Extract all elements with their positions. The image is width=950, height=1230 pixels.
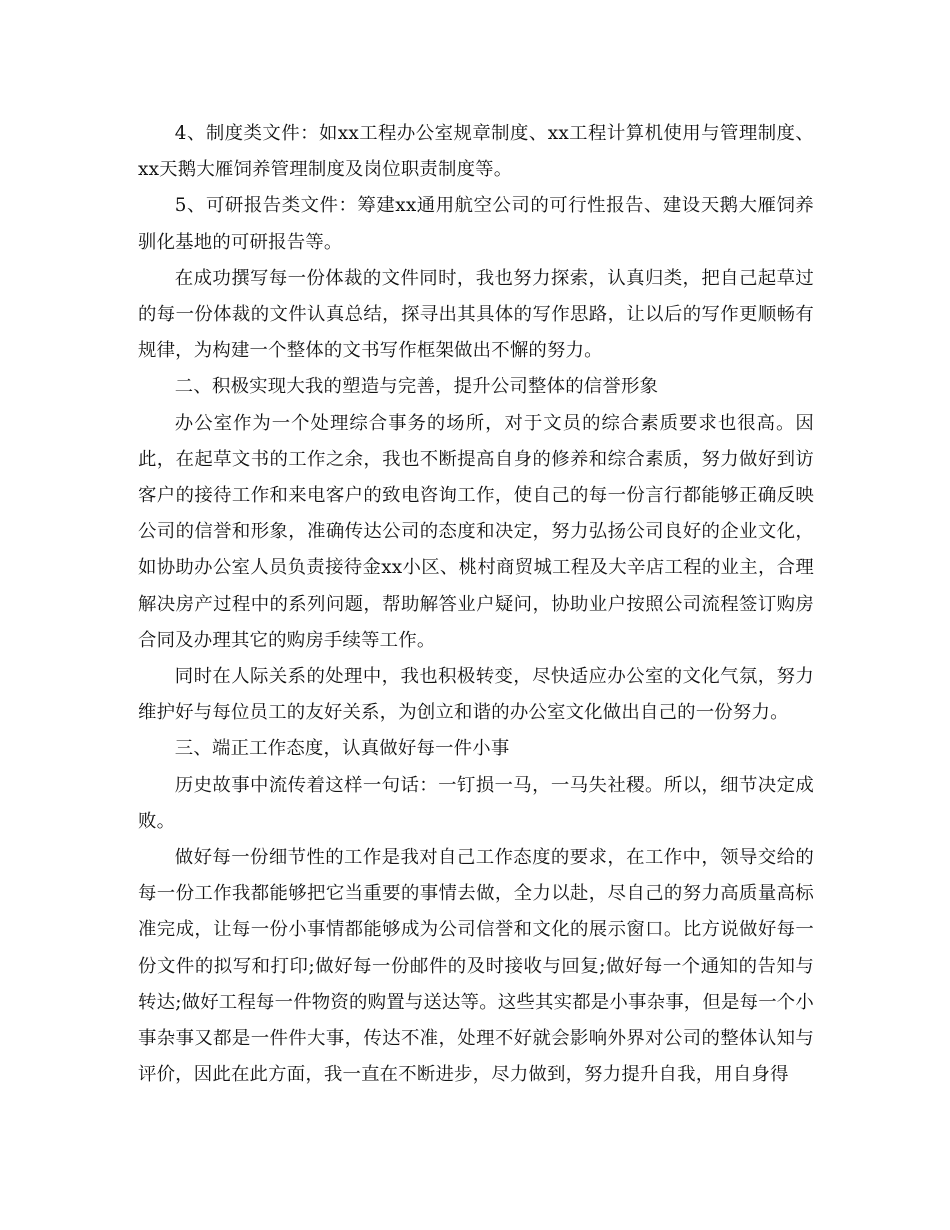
paragraph-writing-summary: 在成功撰写每一份体裁的文件同时，我也努力探索，认真归类，把自己起草过的每一份体裁的文件认真总结，探寻出其具体的写作思路，让以后的写作更顺畅有规律，为构建一个整体的文书写作框架做出不懈的努力。 bbox=[138, 267, 814, 362]
section-heading-2: 二、积极实现大我的塑造与完善，提升公司整体的信誉形象 bbox=[174, 376, 659, 398]
paragraph-regulation-documents: 4、制度类文件：如xx工程办公室规章制度、xx工程计算机使用与管理制度、xx天鹅大雁饲养管理制度及岗位职责制度等。 bbox=[138, 123, 814, 181]
document-body bbox=[138, 116, 814, 1093]
paragraph-relationships: 同时在人际关系的处理中，我也积极转变，尽快适应办公室的文化气氛，努力维护好与每位员工的友好关系，为创立和谐的办公室文化做出自己的一份努力。 bbox=[138, 666, 814, 724]
paragraph-office-affairs: 办公室作为一个处理综合事务的场所，对于文员的综合素质要求也很高。因此，在起草文书的工作之余，我也不断提高自身的修养和综合素质，努力做好到访客户的接待工作和来电客户的致电咨询工作，使自己的每一份言行都能够正确反映公司的信誉和形象，准确传达公司的态度和决定，努力弘扬公司良好的企业文化，如协助办公室人员负责接待金xx小区、桃村商贸城工程及大辛店工程的业主，合理解决房产过程中的系列问题，帮助解答业户疑问，协助业户按照公司流程签订购房合同及办理其它的购房手续等工作。 bbox=[138, 412, 814, 651]
paragraph-work-attitude: 做好每一份细节性的工作是我对自己工作态度的要求，在工作中，领导交给的每一份工作我都能够把它当重要的事情去做，全力以赴，尽自己的努力高质量高标准完成，让每一份小事情都能够成为公司信誉和文化的展示窗口。比方说做好每一份文件的拟写和打印;做好每一份邮件的及时接收与回复;做好每一个通知的告知与转达;做好工程每一件物资的购置与送达等。这些其实都是小事杂事，但是每一个小事杂事又都是一件件大事，传达不准，处理不好就会影响外界对公司的整体认知与评价，因此在此方面，我一直在不断进步，尽力做到，努力提升自我，用自身得 bbox=[138, 847, 814, 1086]
paragraph-feasibility-reports: 5、可研报告类文件：筹建xx通用航空公司的可行性报告、建设天鹅大雁饲养驯化基地的可研报告等。 bbox=[138, 195, 814, 253]
paragraph-details-matter: 历史故事中流传着这样一句话：一钉损一马，一马失社稷。所以，细节决定成败。 bbox=[138, 774, 814, 832]
section-heading-3: 三、端正工作态度，认真做好每一件小事 bbox=[174, 738, 510, 760]
